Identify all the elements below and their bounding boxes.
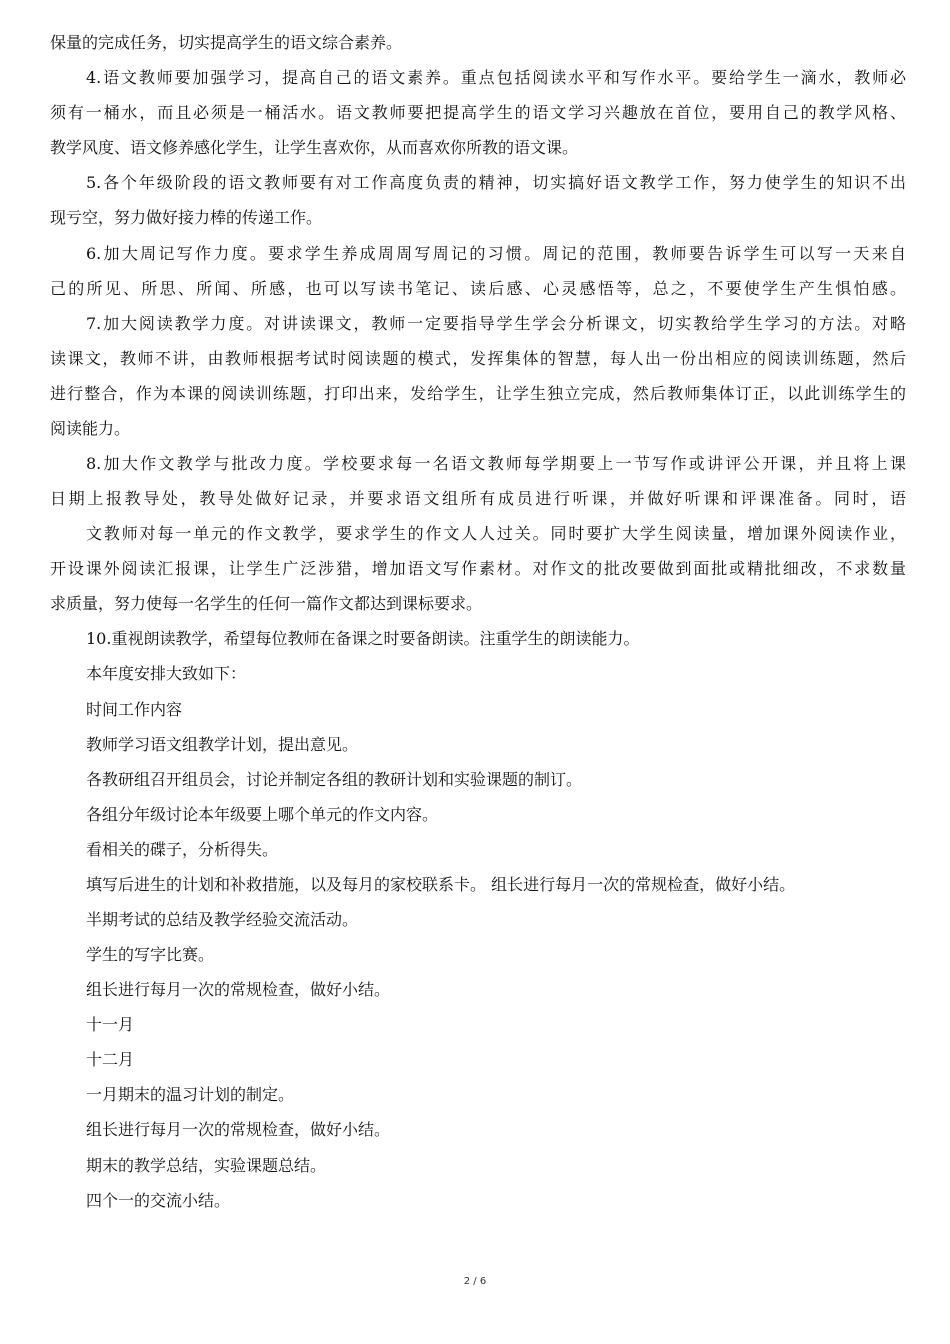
text-line: 十一月 [86, 1015, 135, 1034]
text-line: 7.加大阅读教学力度。对讲读课文，教师一定要指导学生学会分析课文，切实教给学生学习的方法。对略 [86, 314, 906, 333]
text-line: 看相关的碟子，分析得失。 [86, 840, 279, 859]
text-line: 10.重视朗读教学，希望每位教师在备课之时要备朗读。注重学生的朗读能力。 [86, 629, 640, 648]
text-line: 读课文，教师不讲，由教师根据考试时阅读题的模式，发挥集体的智慧，每人出一份出相应的阅读训练题，然后 [50, 349, 906, 368]
text-line: 各教研组召开组员会，讨论并制定各组的教研计划和实验课题的制订。 [86, 770, 583, 789]
text-line: 期末的教学总结，实验课题总结。 [86, 1156, 327, 1175]
text-line: 各组分年级讨论本年级要上哪个单元的作文内容。 [86, 805, 439, 824]
page-number: 2 / 6 [463, 1276, 487, 1287]
text-line: 组长进行每月一次的常规检查，做好小结。 [86, 980, 391, 999]
text-line: 一月期末的温习计划的制定。 [86, 1085, 295, 1104]
text-line: 己的所见、所思、所闻、所感，也可以写读书笔记、读后感、心灵感悟等，总之，不要使学生产生惧怕感。 [50, 279, 906, 298]
text-line: 保量的完成任务，切实提高学生的语文综合素养。 [50, 33, 403, 52]
text-line: 四个一的交流小结。 [86, 1191, 231, 1210]
text-line: 现亏空，努力做好接力棒的传递工作。 [50, 208, 323, 227]
text-line: 半期考试的总结及教学经验交流活动。 [86, 910, 359, 929]
text-line: 日期上报教导处，教导处做好记录，并要求语文组所有成员进行听课，并做好听课和评课准备。同时，语 [50, 489, 906, 508]
text-line: 4.语文教师要加强学习，提高自己的语文素养。重点包括阅读水平和写作水平。要给学生一滴水，教师必 [86, 68, 906, 87]
text-line: 教学风度、语文修养感化学生，让学生喜欢你，从而喜欢你所教的语文课。 [50, 138, 579, 157]
text-line: 8.加大作文教学与批改力度。学校要求每一名语文教师每学期要上一节写作或讲评公开课，并且将上课 [86, 454, 906, 473]
text-line: 本年度安排大致如下： [86, 664, 247, 683]
text-line: 填写后进生的计划和补救措施，以及每月的家校联系卡。 组长进行每月一次的常规检查，做好小结。 [86, 875, 796, 894]
text-line: 5.各个年级阶段的语文教师要有对工作高度负责的精神，切实搞好语文教学工作，努力使学生的知识不出 [86, 173, 906, 192]
text-line: 6.加大周记写作力度。要求学生养成周周写周记的习惯。周记的范围，教师要告诉学生可以写一天来自 [86, 244, 906, 263]
text-line: 时间工作内容 [86, 700, 183, 719]
text-line: 文教师对每一单元的作文教学，要求学生的作文人人过关。同时要扩大学生阅读量，增加课外阅读作业， [86, 524, 906, 543]
text-line: 学生的写字比赛。 [86, 945, 215, 964]
text-line: 须有一桶水，而且必须是一桶活水。语文教师要把提高学生的语文学习兴趣放在首位，要用自己的教学风格、 [50, 103, 906, 122]
text-line: 开设课外阅读汇报课，让学生广泛涉猎，增加语文写作素材。对作文的批改要做到面批或精批细改，不求数量 [50, 559, 906, 578]
text-line: 组长进行每月一次的常规检查，做好小结。 [86, 1120, 391, 1139]
text-line: 十二月 [86, 1050, 135, 1069]
text-line: 阅读能力。 [50, 419, 131, 438]
text-line: 求质量，努力使每一名学生的任何一篇作文都达到课标要求。 [50, 594, 483, 613]
text-line: 教师学习语文组教学计划，提出意见。 [86, 735, 359, 754]
text-line: 进行整合，作为本课的阅读训练题，打印出来，发给学生，让学生独立完成，然后教师集体订正，以此训练学生的 [50, 384, 906, 403]
